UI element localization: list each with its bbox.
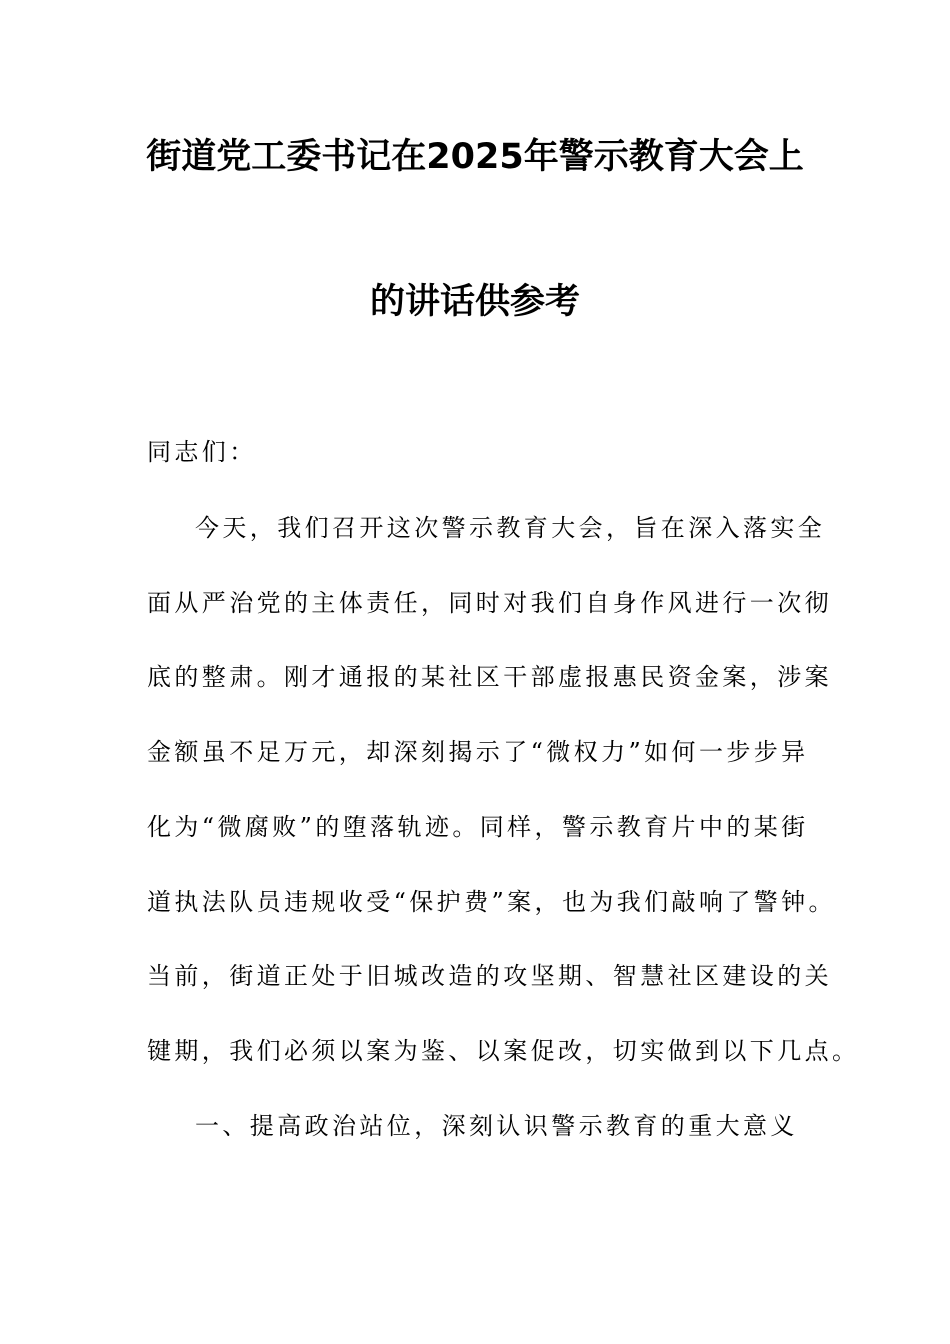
document-title-line-1: 街道党工委书记在2025年警示教育大会上 bbox=[146, 137, 804, 177]
paragraph-line: 化为“微腐败”的堕落轨迹。同样，警示教育片中的某街 bbox=[147, 813, 809, 841]
paragraph-line: 今天，我们召开这次警示教育大会，旨在深入落实全 bbox=[195, 514, 826, 542]
section-heading: 一、提高政治站位，深刻认识警示教育的重大意义 bbox=[195, 1112, 798, 1140]
salutation: 同志们： bbox=[147, 438, 257, 466]
document-title-line-2: 的讲话供参考 bbox=[369, 282, 580, 322]
paragraph-line: 面从严治党的主体责任，同时对我们自身作风进行一次彻 bbox=[147, 589, 832, 617]
paragraph-line: 道执法队员违规收受“保护费”案，也为我们敲响了警钟。 bbox=[147, 888, 836, 916]
paragraph-line: 金额虽不足万元，却深刻揭示了“微权力”如何一步步异 bbox=[147, 738, 809, 766]
paragraph-line: 当前，街道正处于旧城改造的攻坚期、智慧社区建设的关 bbox=[147, 962, 832, 990]
paragraph-line: 键期，我们必须以案为鉴、以案促改，切实做到以下几点。 bbox=[147, 1037, 860, 1065]
paragraph-line: 底的整肃。刚才通报的某社区干部虚报惠民资金案，涉案 bbox=[147, 663, 832, 691]
